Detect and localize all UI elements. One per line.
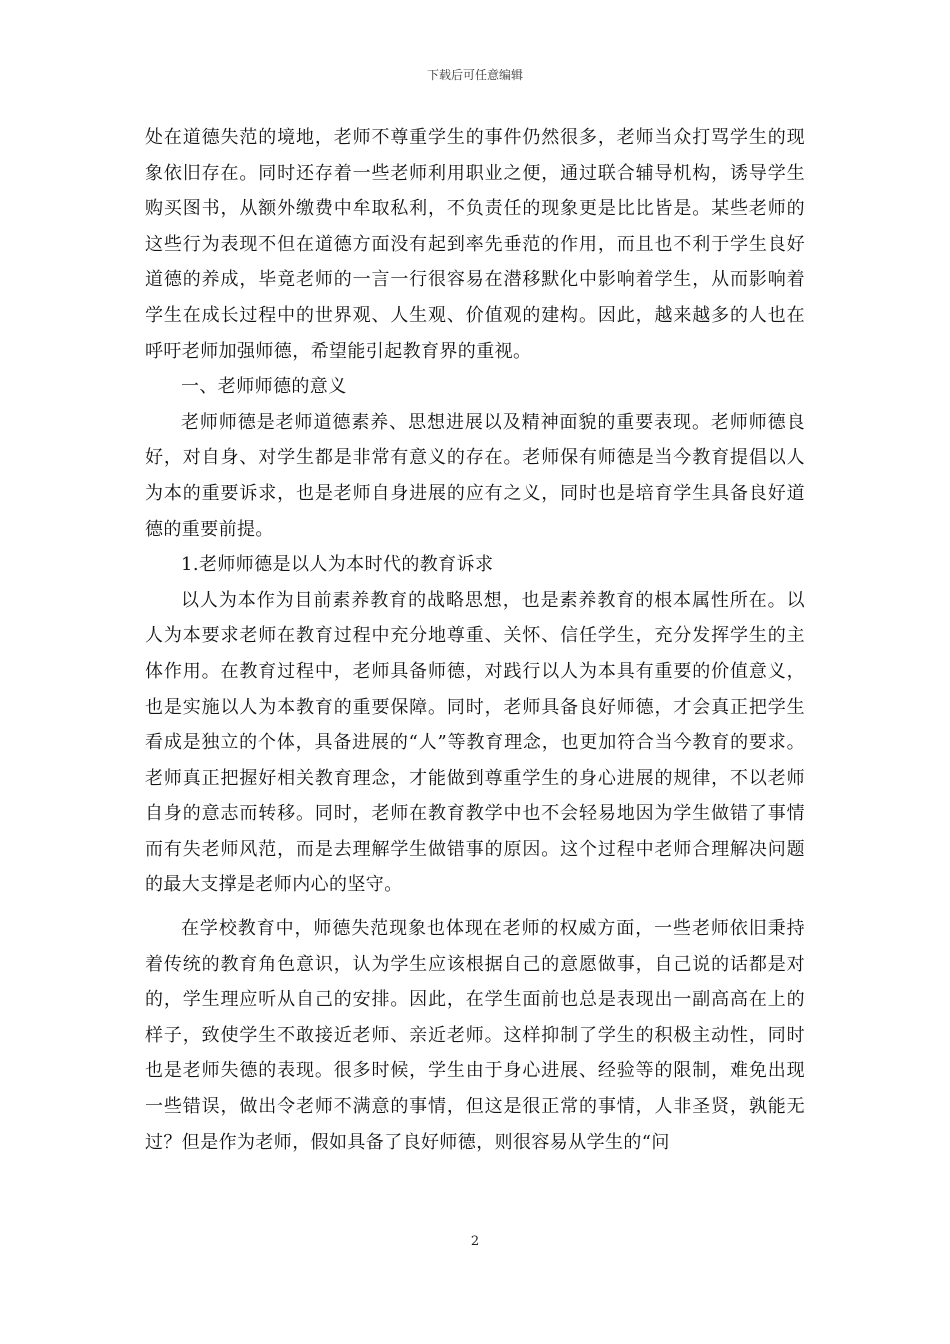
page-header: 下载后可任意编辑 bbox=[426, 68, 523, 82]
section-heading: 一、老师师德的意义 bbox=[181, 376, 347, 398]
paragraph-continuation: 处在道德失范的境地，老师不尊重学生的事件仍然很多，老师当众打骂学生的现象依旧存在。同时还存着一些老师利用职业之便，通过联合辅导机构，诱导学生购买图书，从额外缴费中牟取私利，不负责任的现象更是比比皆是。某些老师的这些行为表现不但在道德方面没有起到率先垂范的作用，而且也不利于学生良好道德的养成，毕竟老师的一言一行很容易在潜移默化中影响着学生，从而影响着学生在成长过程中的世界观、人生观、价值观的建构。因此，越来越多的人也在呼吁老师加强师德，希望能引起教育界的重视。 bbox=[145, 127, 805, 362]
paragraph: 老师师德是老师道德素养、思想进展以及精神面貌的重要表现。老师师德良好，对自身、对学生都是非常有意义的存在。老师保有师德是当今教育提倡以人为本的重要诉求，也是老师自身进展的应有之义，同时也是培育学生具备良好道德的重要前提。 bbox=[145, 411, 805, 540]
paragraph: 在学校教育中，师德失范现象也体现在老师的权威方面，一些老师依旧秉持着传统的教育角色意识，认为学生应该根据自己的意愿做事，自己说的话都是对的，学生理应听从自己的安排。因此，在学生面前也总是表现出一副高高在上的样子，致使学生不敢接近老师、亲近老师。这样抑制了学生的积极主动性，同时也是老师失德的表现。很多时候，学生由于身心进展、经验等的限制，难免出现一些错误，做出令老师不满意的事情，但这是很正常的事情，人非圣贤，孰能无过？但是作为老师，假如具备了良好师德，则很容易从学生的“问 bbox=[145, 918, 805, 1153]
paragraph: 以人为本作为目前素养教育的战略思想，也是素养教育的根本属性所在。以人为本要求老师在教育过程中充分地尊重、关怀、信任学生，充分发挥学生的主体作用。在教育过程中，老师具备师德，对践行以人为本具有重要的价值意义，也是实施以人为本教育的重要保障。同时，老师具备良好师德，才会真正把学生看成是独立的个体，具备进展的“人”等教育理念，也更加符合当今教育的要求。老师真正把握好相关教育理念，才能做到尊重学生的身心进展的规律，不以老师自身的意志而转移。同时，老师在教育教学中也不会轻易地因为学生做错了事情而有失老师风范，而是去理解学生做错事的原因。这个过程中老师合理解决问题的最大支撑是老师内心的坚守。 bbox=[145, 589, 805, 896]
document-body bbox=[145, 120, 805, 1160]
subsection-heading: 1.老师师德是以人为本时代的教育诉求 bbox=[181, 554, 494, 576]
page-number: 2 bbox=[470, 1234, 480, 1249]
